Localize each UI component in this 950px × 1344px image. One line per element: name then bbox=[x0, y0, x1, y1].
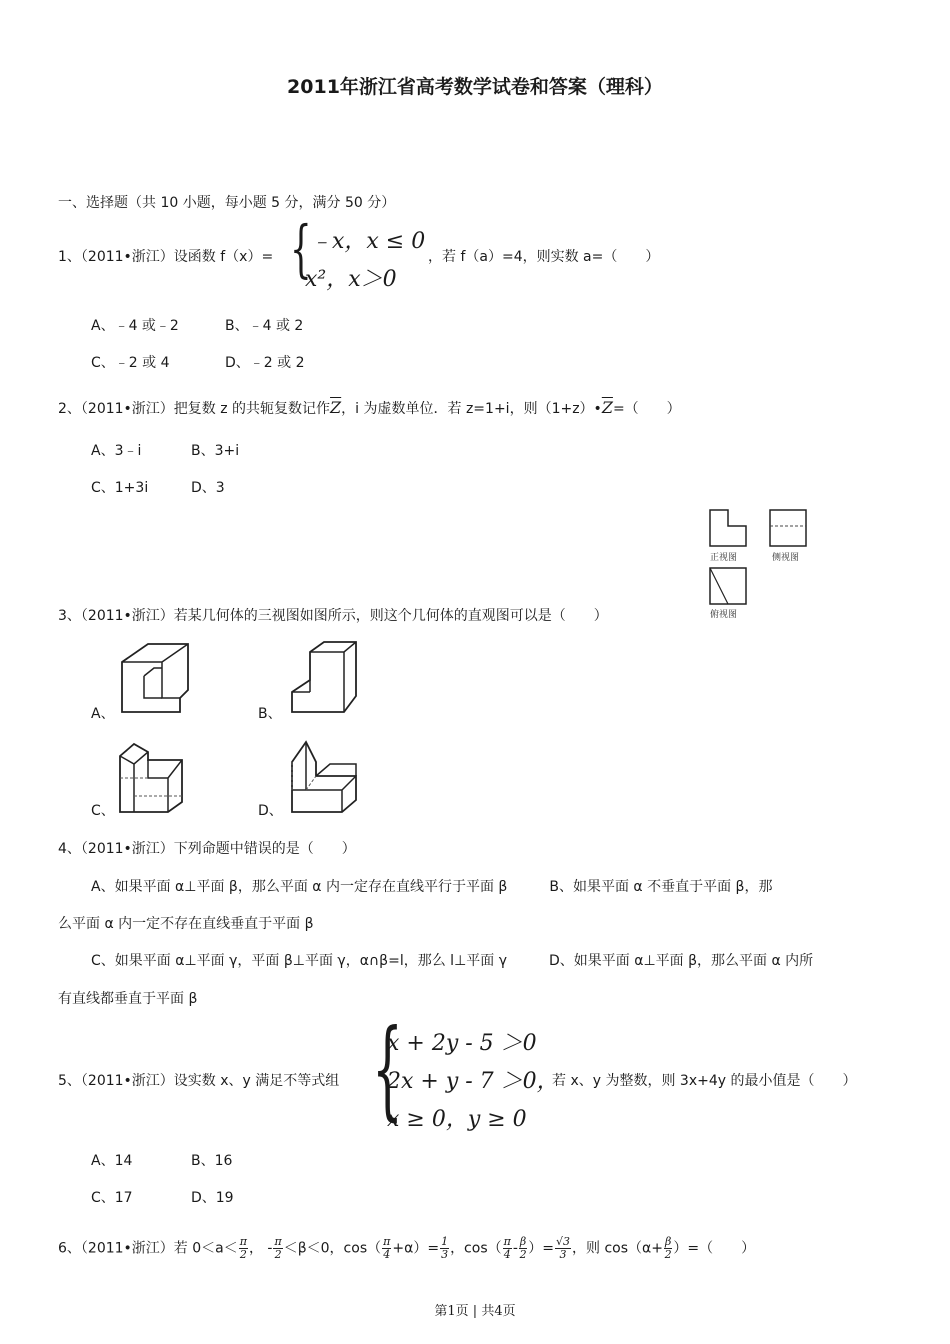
q6-frac-one-third: $\frac{1}{3}$ bbox=[441, 1235, 449, 1261]
q3-option-a-drawing bbox=[118, 640, 193, 716]
q2-prefix: 2、（2011•浙江）把复数 z 的共轭复数记作 bbox=[58, 401, 331, 417]
q4-line-1: A、如果平面 α⊥平面 β，那么平面 α 内一定存在直线平行于平面 β B、如果平面 α 不垂直于平面 β，那 bbox=[91, 879, 773, 895]
front-view-label: 正视图 bbox=[710, 553, 738, 563]
q4-line-4: 有直线都垂直于平面 β bbox=[58, 991, 198, 1007]
q2-text bbox=[58, 398, 681, 418]
q4-line-3: C、如果平面 α⊥平面 γ，平面 β⊥平面 γ，α∩β=l，那么 l⊥平面 γ D、如果平面 α⊥平面 β，那么平面 α 内所 bbox=[91, 953, 814, 969]
section-heading: 一、选择题（共 10 小题，每小题 5 分，满分 50 分） bbox=[58, 195, 396, 211]
q6-frac-pi-over-2-b: $\frac{\pi}{2}$ bbox=[274, 1235, 282, 1261]
q2-suffix: =（ ） bbox=[612, 401, 681, 417]
q1-option-c: C、﹣2 或 4 bbox=[91, 355, 170, 371]
q6-part-8: ）=（ ） bbox=[673, 1240, 756, 1257]
question-6 bbox=[58, 1236, 755, 1261]
page-footer: 第1页 | 共4页 bbox=[434, 1304, 516, 1319]
q1-option-d: D、﹣2 或 2 bbox=[225, 355, 305, 371]
q1-prefix: 1、（2011•浙江）设函数 f（x）= bbox=[58, 249, 274, 265]
q1-option-b: B、﹣4 或 2 bbox=[225, 318, 304, 334]
side-view-drawing bbox=[768, 508, 810, 548]
q2-zbar-1: $\overline{Z}$ bbox=[330, 398, 342, 417]
q3-option-b-drawing bbox=[288, 640, 360, 716]
q3-option-d-drawing bbox=[286, 738, 364, 816]
q6-frac-beta-over-2-b: $\frac{\beta}{2}$ bbox=[664, 1235, 672, 1261]
q6-part-1: 6、（2011•浙江）若 0＜a＜ bbox=[58, 1240, 238, 1257]
q5-suffix: 若 x、y 为整数，则 3x+4y 的最小值是（ ） bbox=[552, 1073, 857, 1089]
q5-brace: { bbox=[372, 1007, 403, 1132]
q5-option-d: D、19 bbox=[191, 1190, 234, 1206]
top-view-label: 俯视图 bbox=[710, 610, 738, 620]
q1-brace: { bbox=[290, 212, 312, 285]
q3-option-d: D、 bbox=[258, 803, 283, 819]
q5-inequality-1: x + 2y - 5 ＞0 bbox=[387, 1031, 537, 1056]
q5-option-b: B、16 bbox=[191, 1153, 233, 1169]
q2-option-c: C、1+3i bbox=[91, 480, 149, 496]
document-title: 2011年浙江省高考数学试卷和答案（理科） bbox=[287, 76, 663, 98]
q5-option-c: C、17 bbox=[91, 1190, 133, 1206]
q6-frac-pi-over-2-a: $\frac{\pi}{2}$ bbox=[239, 1235, 247, 1261]
q1-case-1: ﹣x，x ≤ 0 bbox=[310, 229, 426, 254]
q3-option-c-drawing bbox=[112, 738, 190, 816]
q1-option-a: A、﹣4 或﹣2 bbox=[91, 318, 179, 334]
q5-inequality-3: x ≥ 0，y ≥ 0 bbox=[387, 1107, 527, 1132]
q5-option-a: A、14 bbox=[91, 1153, 133, 1169]
q2-zbar-2: $\overline{Z}$ bbox=[601, 398, 613, 417]
q6-part-3: ＜β＜0，cos（ bbox=[283, 1240, 382, 1257]
q6-part-2: ， - bbox=[248, 1240, 273, 1257]
q4-text: 4、（2011•浙江）下列命题中错误的是（ ） bbox=[58, 841, 356, 857]
q1-case-2: x²，x＞0 bbox=[305, 267, 397, 292]
q1-suffix: ，若 f（a）=4，则实数 a=（ ） bbox=[428, 249, 660, 265]
q5-prefix: 5、（2011•浙江）设实数 x、y 满足不等式组 bbox=[58, 1073, 340, 1089]
q2-option-b: B、3+i bbox=[191, 443, 240, 459]
q6-part-4: +α）= bbox=[392, 1240, 440, 1257]
q3-text: 3、（2011•浙江）若某几何体的三视图如图所示，则这个几何体的直观图可以是（ ） bbox=[58, 608, 608, 624]
q3-option-b: B、 bbox=[258, 706, 282, 722]
q5-inequality-2: 2x + y - 7 ＞0， bbox=[387, 1069, 559, 1094]
q6-part-7: ，则 cos（α+ bbox=[572, 1240, 663, 1257]
q6-frac-pi-over-4-a: $\frac{\pi}{4}$ bbox=[383, 1235, 391, 1261]
q2-option-d: D、3 bbox=[191, 480, 225, 496]
q4-line-2: 么平面 α 内一定不存在直线垂直于平面 β bbox=[58, 916, 314, 932]
q3-option-a: A、 bbox=[91, 706, 115, 722]
q6-minus: - bbox=[512, 1240, 518, 1257]
q2-mid: ，i 为虚数单位．若 z=1+i，则（1+z）• bbox=[341, 401, 602, 417]
q3-option-c: C、 bbox=[91, 803, 115, 819]
side-view-label: 侧视图 bbox=[772, 553, 800, 563]
q6-frac-sqrt3-over-3: $\frac{√3}{3}$ bbox=[556, 1235, 571, 1261]
q6-part-5: ，cos（ bbox=[450, 1240, 502, 1257]
front-view-drawing bbox=[708, 508, 750, 548]
q2-option-a: A、3﹣i bbox=[91, 443, 142, 459]
top-view-drawing bbox=[708, 566, 750, 606]
q6-part-6: ）= bbox=[528, 1240, 555, 1257]
q6-frac-beta-over-2-a: $\frac{\beta}{2}$ bbox=[519, 1235, 527, 1261]
q6-frac-pi-over-4-b: $\frac{\pi}{4}$ bbox=[503, 1235, 511, 1261]
